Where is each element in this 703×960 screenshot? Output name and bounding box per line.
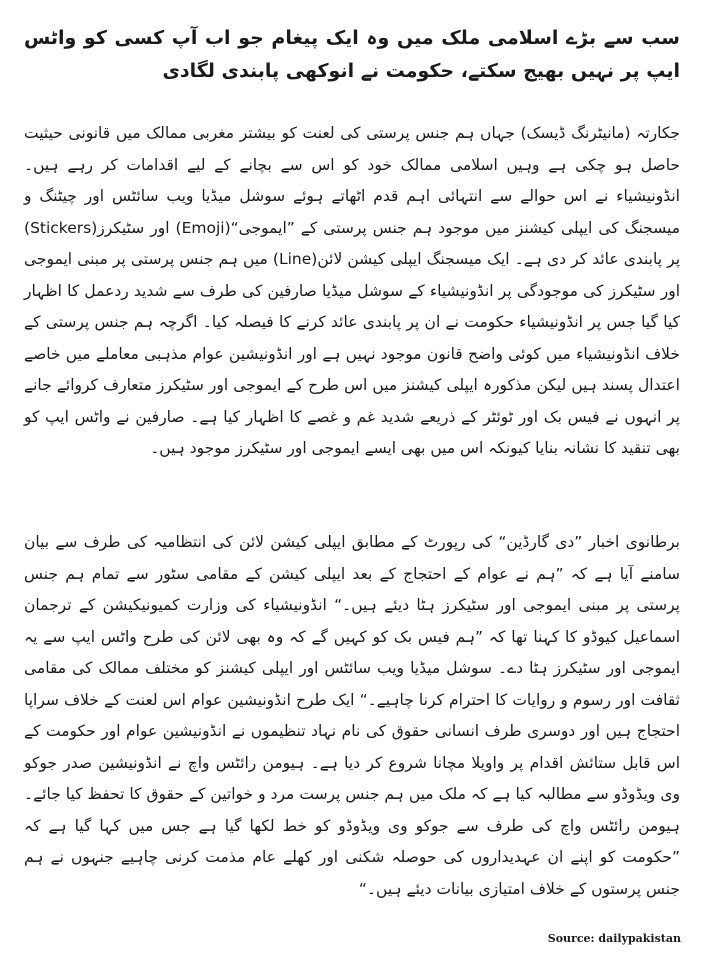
source-credit: Source: dailypakistan xyxy=(547,932,681,945)
article-paragraph: برطانوی اخبار ”دی گارڈین“ کی رپورٹ کے مطابق ایپلی کیشن لائن کی انتظامیہ کی طرف سے بیان سامنے آیا ہے کہ ”ہم نے عوام کے احتجاج کے بعد ایپلی کیشن کے مقامی سٹور سے تمام ہم جنس پرستی پر مبنی ایموجی اور سٹیکرز ہٹا دیئے ہیں۔“ انڈونیشیاء کی وزارت کمیونیکیشن کے ترجمان اسماعیل کیوڈو کا کہنا تھا کہ ”ہم فیس بک کو کہیں گے کہ وہ بھی لائن کی طرح واٹس ایپ سے یہ ایموجی اور سٹیکرز ہٹا دے۔ سوشل میڈیا ویب سائٹس اور ایپلی کیشنز کو مختلف ممالک کی مقامی ثقافت اور رسوم و روایات کا احترام کرنا چاہیے۔“ ایک طرح انڈونیشین عوام اس لعنت کے خلاف سراپا احتجاج ہیں اور دوسری طرف انسانی حقوق کی نام نہاد تنظیموں نے انڈونیشین عوام اور حکومت کے اس قابل ستائش اقدام پر واویلا مچانا شروع کر دیا ہے۔ ہیومن رائٹس واچ نے انڈونیشین صدر جوکو وی ویڈوڈو سے مطالبہ کیا ہے کہ ملک میں ہم جنس پرست مرد و خواتین کے حقوق کا تحفظ کیا جائے۔ ہیومن رائٹس واچ کی طرف سے جوکو وی ویڈوڈو کو خط لکھا گیا ہے جس میں کہا گیا ہے کہ ”حکومت کو اپنے ان عہدیداروں کی حوصلہ شکنی اور کھلے عام مذمت کرنی چاہیے جنہوں نے ہم جنس پرستوں کے خلاف امتیازی بیانات دیئے ہیں۔“ xyxy=(24,533,680,898)
article-title: سب سے بڑے اسلامی ملک میں وہ ایک پیغام جو اب آپ کسی کو واٹس ایپ پر نہیں بھیج سکتے، حکومت نے انوکھی پابندی لگادی xyxy=(24,27,680,82)
article-paragraph: جکارتہ (مانیٹرنگ ڈیسک) جہاں ہم جنس پرستی کی لعنت کو بیشتر مغربی ممالک میں قانونی حیثیت حاصل ہو چکی ہے وہیں اسلامی ممالک خود کو اس سے بچانے کے لیے اقدامات کر رہے ہیں۔ انڈونیشیاء نے اس حوالے سے انتہائی اہم قدم اٹھاتے ہوئے سوشل میڈیا ویب سائٹس اور چیٹنگ و میسجنگ کی ایپلی کیشنز میں موجود ہم جنس پرستی کے ”ایموجی“(Emoji) اور سٹیکرز(Stickers) پر پابندی عائد کر دی ہے۔ ایک میسجنگ ایپلی کیشن لائن(Line) میں ہم جنس پرستی پر مبنی ایموجی اور سٹیکرز کی موجودگی پر انڈونیشیاء کے سوشل میڈیا صارفین کی طرف سے شدید ردعمل کا اظہار کیا گیا جس پر انڈونیشیاء حکومت نے ان پر پابندی عائد کرنے کا فیصلہ کیا۔ اگرچہ ہم جنس پرستی کے خلاف انڈونیشیاء میں کوئی واضح قانون موجود نہیں ہے اور انڈونیشین عوام مذہبی معاملے میں خاصے اعتدال پسند ہیں لیکن مذکورہ ایپلی کیشنز میں اس طرح کے ایموجی اور سٹیکرز متعارف کروائے جانے پر انہوں نے فیس بک اور ٹوئٹر کے ذریعے شدید غم و غصے کا اظہار کیا ہے۔ صارفین نے واٹس ایپ کو بھی تنقید کا نشانہ بنایا کیونکہ اس میں بھی ایسے ایموجی اور سٹیکرز موجود ہیں۔ xyxy=(24,124,681,457)
